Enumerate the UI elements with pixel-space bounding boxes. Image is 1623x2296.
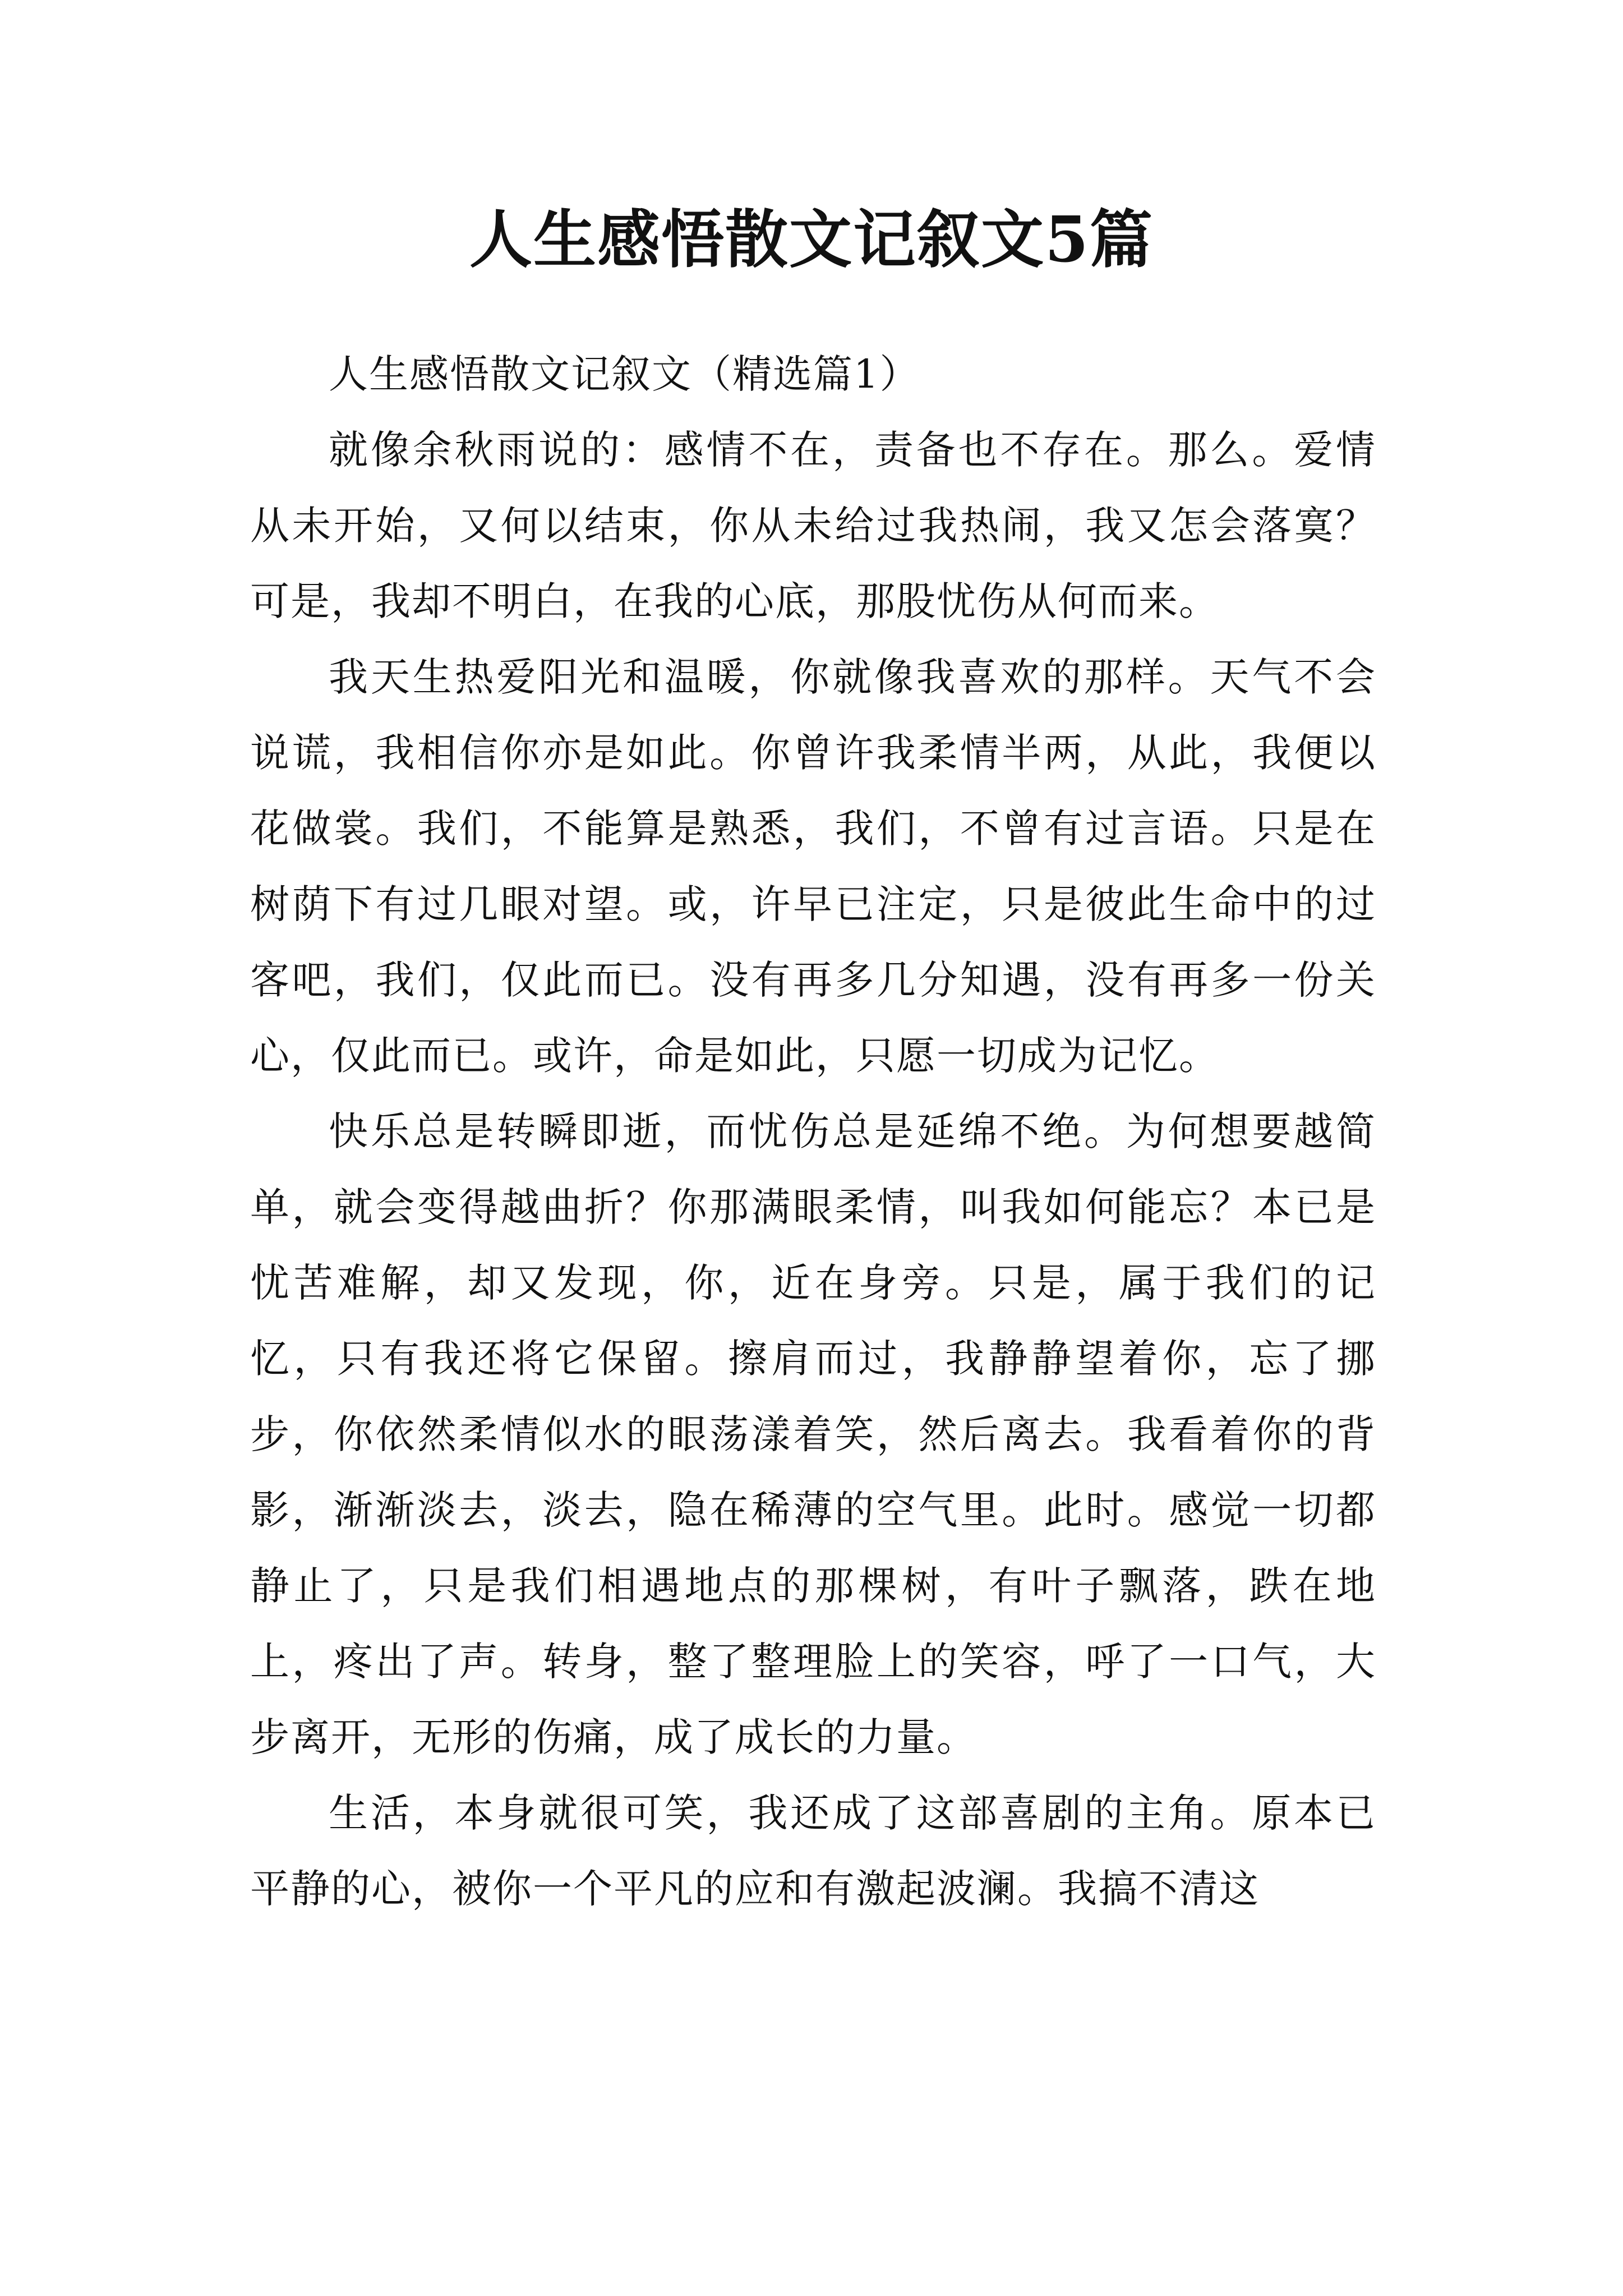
document-body [250, 337, 1376, 1927]
paragraph: 生活，本身就很可笑，我还成了这部喜剧的主角。原本已平静的心，被你一个平凡的应和有激起波澜。我搞不清这 [250, 1790, 1376, 1912]
section-heading: 人生感悟散文记叙文（精选篇1） [329, 351, 920, 397]
paragraph: 我天生热爱阳光和温暖，你就像我喜欢的那样。天气不会说谎，我相信你亦是如此。你曾许我柔情半两，从此，我便以花做裳。我们，不能算是熟悉，我们，不曾有过言语。只是在树荫下有过几眼对望。或，许早已注定，只是彼此生命中的过客吧，我们，仅此而已。没有再多几分知遇，没有再多一份关心，仅此而已。或许，命是如此，只愿一切成为记忆。 [250, 654, 1376, 1079]
document-title: 人生感悟散文记叙文5篇 [469, 203, 1154, 277]
paragraph: 就像余秋雨说的：感情不在，责备也不存在。那么。爱情从未开始，又何以结束，你从未给过我热闹，我又怎会落寞？可是，我却不明白，在我的心底，那股忧伤从何而来。 [250, 427, 1376, 624]
paragraph: 快乐总是转瞬即逝，而忧伤总是延绵不绝。为何想要越简单，就会变得越曲折？你那满眼柔情，叫我如何能忘？本已是忧苦难解，却又发现，你，近在身旁。只是，属于我们的记忆，只有我还将它保留。擦肩而过，我静静望着你，忘了挪步，你依然柔情似水的眼荡漾着笑，然后离去。我看着你的背影，渐渐淡去，淡去，隐在稀薄的空气里。此时。感觉一切都静止了，只是我们相遇地点的那棵树，有叶子飘落，跌在地上，疼出了声。转身，整了整理脸上的笑容，呼了一口气，大步离开，无形的伤痛，成了成长的力量。 [250, 1108, 1376, 1760]
